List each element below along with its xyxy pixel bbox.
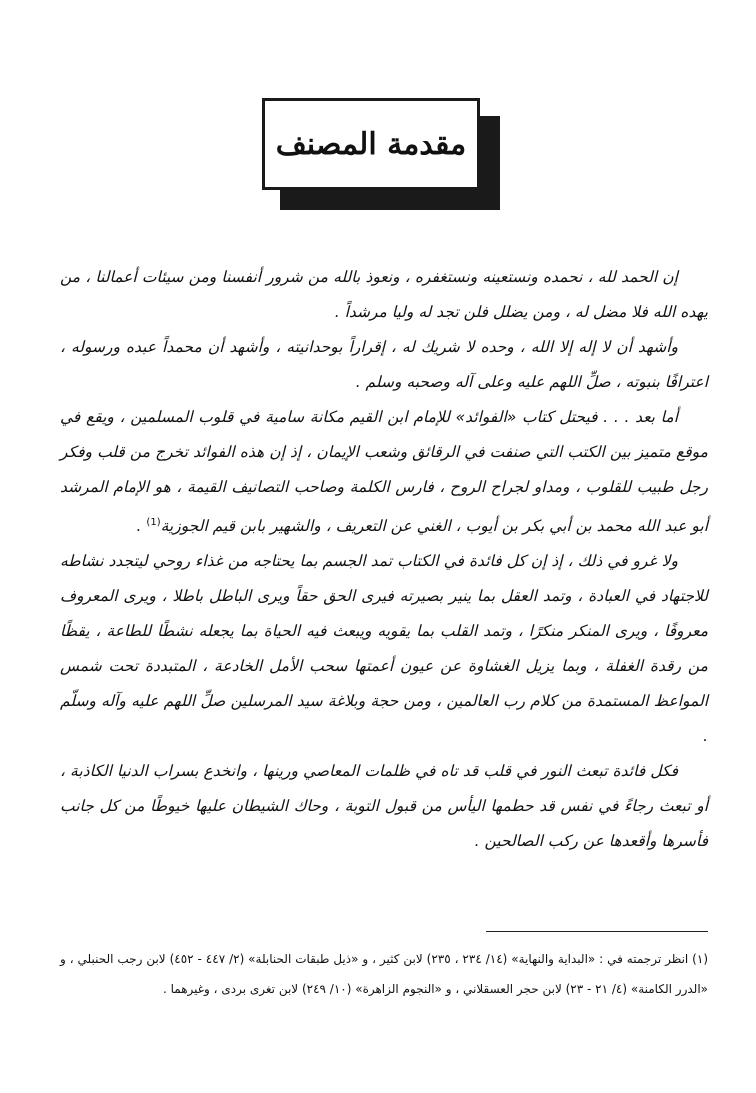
paragraph-3: [60, 400, 708, 544]
main-text: [60, 260, 708, 859]
title-box: [262, 98, 480, 190]
paragraph-3-end: .: [136, 517, 147, 536]
paragraph-4: ولا غرو في ذلك ، إذ إن كل فائدة في الكتاب تمد الجسم بما يحتاجه من غذاء روحي ليتجدد نشاطه للاجتهاد في العبادة ، وتمد العقل بما ينير بصيرته فيرى الحق حقاً ويرى الباطل باطلا ، ويرى المعروف معروفًا ، ويرى المنكر منكرًا ، وتمد القلب بما يقويه ويبعث فيه الحياة بما يجعله نشطًا للطاعة ، يقظًا من رقدة الغفلة ، وبما يزيل الغشاوة عن عيون أعمتها سحب الأمل الخادعة ، المتبددة تحت شمس المواعظ المستمدة من كلام رب العالمين ، ومن حجة وبلاغة سيد المرسلين صلِّ اللهم عليه وآله وسلّم .: [60, 552, 708, 746]
footnote-marker: (1): [146, 517, 161, 528]
footnote: (١) انظر ترجمته في : «البداية والنهاية» (١٤/ ٢٣٤ ، ٢٣٥) لابن كثير ، و «ذيل طبقات الحنابلة» (٢/ ٤٤٧ - ٤٥٢) لابن رجب الحنبلي ، و «الدرر الكامنة» (٤/ ٢١ - ٢٣) لابن حجر العسقلاني ، و «النجوم الزاهرة» (١٠/ ٢٤٩) لابن تغرى بردى ، وغيرهما .: [60, 952, 708, 996]
paragraph-2: وأشهد أن لا إله إلا الله ، وحده لا شريك له ، إقراراً بوحدانيته ، وأشهد أن محمداً عبده ورسوله ، اعترافًا بنبوته ، صلِّ اللهم عليه وعلى آله وصحبه وسلم .: [60, 338, 708, 391]
page-title: مقدمة المصنف: [275, 126, 467, 162]
paragraph-1: إن الحمد لله ، نحمده ونستعينه ونستغفره ، ونعوذ بالله من شرور أنفسنا ومن سيئات أعمالنا ، من يهده الله فلا مضل له ، ومن يضلل فلن تجد له وليا مرشداً .: [60, 268, 708, 321]
paragraph-5: فكل فائدة تبعث النور في قلب قد تاه في ظلمات المعاصي ورينها ، وانخدع بسراب الدنيا الكاذبة ، أو تبعث رجاءً في نفس قد حطمها اليأس من قبول التوبة ، وحاك الشيطان عليها خيوطًا من كل جانب فأسرها وأقعدها عن ركب الصالحين .: [60, 762, 708, 851]
paragraph-3-text: أما بعد . . . فيحتل كتاب «الفوائد» للإمام ابن القيم مكانة سامية في قلوب المسلمين ، ويقع في موقع متميز بين الكتب التي صنفت في الرقائق وشعب الإيمان ، إذ إن هذه الفوائد تخرج من قلب وفكر رجل طبيب للقلوب ، ومداو لجراح الروح ، فارس الكلمة وصاحب التصانيف القيمة ، هو الإمام المرشد أبو عبد الله محمد بن أبي بكر بن أيوب ، الغني عن التعريف ، والشهير بابن قيم الجوزية: [60, 408, 708, 536]
footnote-divider: [486, 931, 708, 932]
